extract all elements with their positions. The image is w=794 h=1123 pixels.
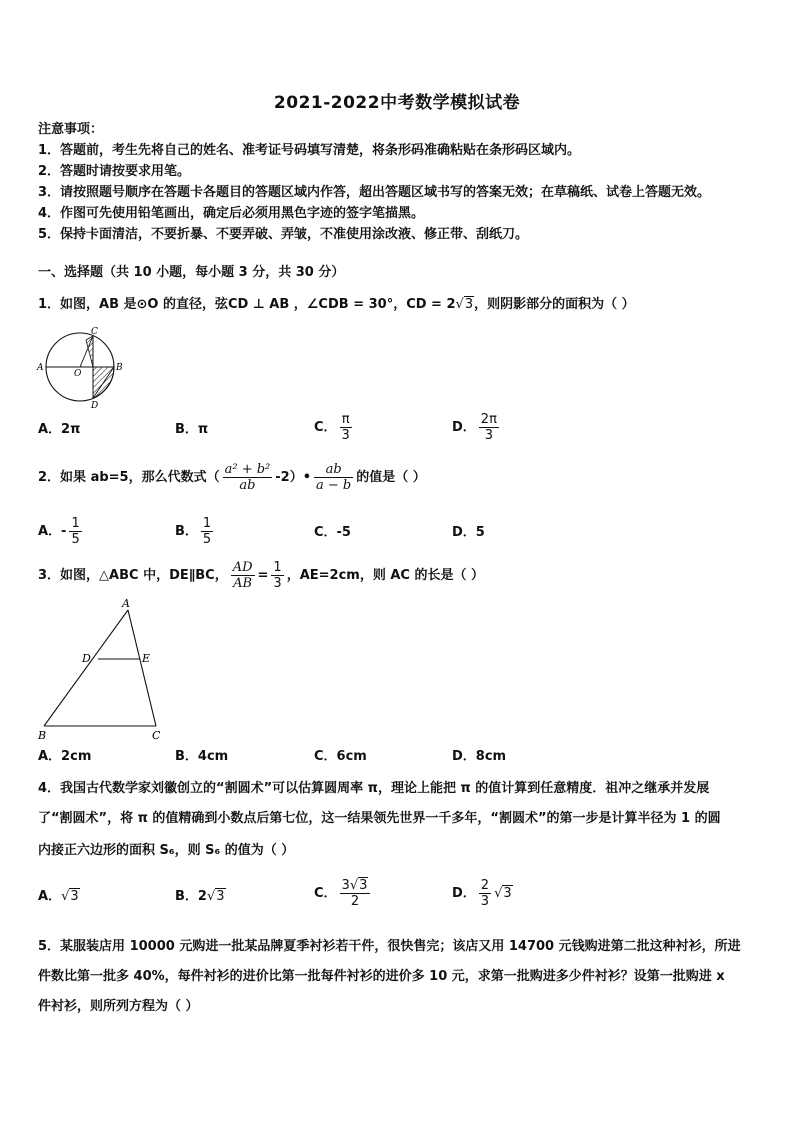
radicand: 3 <box>503 886 512 901</box>
numerator: 1 <box>202 516 212 531</box>
question-2-prefix: 2．如果 ab=5，那么代数式（ <box>38 470 220 485</box>
option-d <box>452 412 502 443</box>
question-1-suffix: ，则阴影部分的面积为（ ） <box>474 297 635 312</box>
option-a: A．2π <box>38 422 81 437</box>
radicand: 3 <box>464 297 474 312</box>
option-d: D．8cm <box>452 749 507 764</box>
denominator: 3 <box>484 428 493 443</box>
triangle-figure <box>32 596 172 742</box>
section-heading: 一、选择题（共 10 小题，每小题 3 分，共 30 分） <box>38 265 345 280</box>
radicand: 3 <box>216 889 225 904</box>
question-5-line: 件数比第一批多 40%，每件衬衫的进价比第一批每件衬衫的进价多 10 元，求第一批购进多少件衬衫？设第一批购进 x <box>38 969 725 984</box>
fraction <box>340 878 371 909</box>
numerator: 1 <box>71 516 80 531</box>
option-a <box>38 516 85 547</box>
label-d: D <box>82 652 91 665</box>
numerator: 2π <box>480 412 497 427</box>
option-b <box>175 886 226 908</box>
option-d-label: D． <box>452 420 476 435</box>
numerator <box>340 878 371 894</box>
option-b-label: B． <box>175 524 198 539</box>
option-c: C．-5 <box>314 525 351 540</box>
question-3 <box>38 560 484 591</box>
question-4-line: 内接正六边形的面积 S₆，则 S₆ 的值为（ ） <box>38 843 295 858</box>
circle-figure <box>34 322 126 410</box>
notice-item: 5．保持卡面清洁，不要折暴、不要弄破、弄皱，不准使用涂改液、修正带、刮纸刀。 <box>38 227 529 242</box>
radicand: 3 <box>359 878 368 893</box>
option-c <box>314 412 355 443</box>
label-a: A <box>37 363 44 373</box>
question-5-line: 件衬衫，则所列方程为（ ） <box>38 999 199 1014</box>
numerator: 2 <box>480 878 490 893</box>
numerator: 1 <box>273 560 282 575</box>
label-o: O <box>74 369 82 379</box>
exam-title: 2021-2022中考数学模拟试卷 <box>273 93 521 113</box>
denominator: 3 <box>273 576 282 591</box>
question-1 <box>38 294 635 316</box>
numerator: AD <box>232 560 253 575</box>
sqrt-symbol: √3 <box>455 297 474 312</box>
denominator: 2 <box>350 894 360 909</box>
option-a-label: A．- <box>38 524 67 539</box>
denominator: AB <box>233 576 253 591</box>
denominator: 5 <box>71 532 80 547</box>
radicand: 3 <box>70 889 79 904</box>
equals-sign: = <box>257 568 269 583</box>
label-b: B <box>38 729 47 742</box>
notice-heading: 注意事项： <box>38 122 104 137</box>
notice-item: 3．请按照题号顺序在答题卡各题目的答题区域内作答，超出答题区域书写的答案无效；在草稿纸、试卷上答题无效。 <box>38 185 711 200</box>
denominator: 5 <box>202 532 212 547</box>
fraction <box>340 412 352 443</box>
label-c: C <box>91 327 98 337</box>
option-c: C．6cm <box>314 749 367 764</box>
option-c-label: C． <box>314 420 337 435</box>
option-d: D．5 <box>452 525 485 540</box>
denominator: 3 <box>480 894 490 909</box>
label-c: C <box>152 729 161 742</box>
option-a-label: A． <box>38 889 62 904</box>
question-3-prefix: 3．如图，△ABC 中，DE∥BC， <box>38 568 228 583</box>
fraction <box>479 412 499 443</box>
numerator: a² + b² <box>224 462 271 477</box>
sqrt-symbol: √3 <box>206 889 225 904</box>
option-c <box>314 878 373 909</box>
fraction <box>271 560 283 591</box>
coefficient: 3 <box>341 878 350 893</box>
question-2 <box>38 462 426 493</box>
option-b-label: B．2 <box>175 889 207 904</box>
denominator: a − b <box>316 478 352 493</box>
fraction <box>223 462 273 493</box>
numerator: ab <box>314 462 353 478</box>
notice-item: 2．答题时请按要求用笔。 <box>38 164 191 179</box>
sqrt-symbol: √3 <box>494 886 512 901</box>
question-4-line: 了“割圆术”，将 π 的值精确到小数点后第七位，这一结果领先世界一千多年，“割圆术”的第一步是计算半径为 1 的圆 <box>38 811 721 826</box>
fraction <box>479 878 491 909</box>
label-b: B <box>116 363 123 373</box>
sqrt-symbol: √3 <box>349 878 368 893</box>
denominator: 3 <box>341 428 350 443</box>
question-2-suffix: 的值是（ ） <box>356 470 426 485</box>
fraction <box>69 516 81 547</box>
option-b: B．π <box>175 422 209 437</box>
label-a: A <box>122 597 130 610</box>
option-a <box>38 886 80 908</box>
option-a: A．2cm <box>38 749 92 764</box>
sqrt-symbol: √3 <box>61 889 79 904</box>
question-4-line: 4．我国古代数学家刘徽创立的“割圆术”可以估算圆周率 π，理论上能把 π 的值计算到任意精度．祖冲之继承并发展 <box>38 781 710 796</box>
option-b: B．4cm <box>175 749 229 764</box>
question-2-mid: -2）• <box>275 470 312 485</box>
notice-item: 1．答题前，考生先将自己的姓名、准考证号码填写清楚，将条形码准确粘贴在条形码区域内。 <box>38 143 581 158</box>
question-1-prefix: 1．如图，AB 是⊙O 的直径，弦CD ⊥ AB ，∠CDB = 30°，CD = 2 <box>38 297 456 312</box>
label-e: E <box>142 652 151 665</box>
label-d: D <box>91 401 99 410</box>
option-c-label: C． <box>314 886 337 901</box>
option-b <box>175 516 216 547</box>
fraction <box>201 516 213 547</box>
option-d-label: D． <box>452 886 476 901</box>
denominator: ab <box>239 478 256 493</box>
numerator: π <box>340 412 352 428</box>
notice-item: 4．作图可先使用铅笔画出，确定后必须用黑色字迹的签字笔描黑。 <box>38 206 425 221</box>
option-d <box>452 878 513 909</box>
question-5-line: 5．某服装店用 10000 元购进一批某品牌夏季衬衫若干件，很快售完；该店又用 14700 元钱购进第二批这种衬衫，所进 <box>38 939 741 954</box>
fraction <box>231 560 255 591</box>
fraction <box>314 462 353 493</box>
question-3-suffix: ，AE=2cm，则 AC 的长是（ ） <box>286 568 485 583</box>
